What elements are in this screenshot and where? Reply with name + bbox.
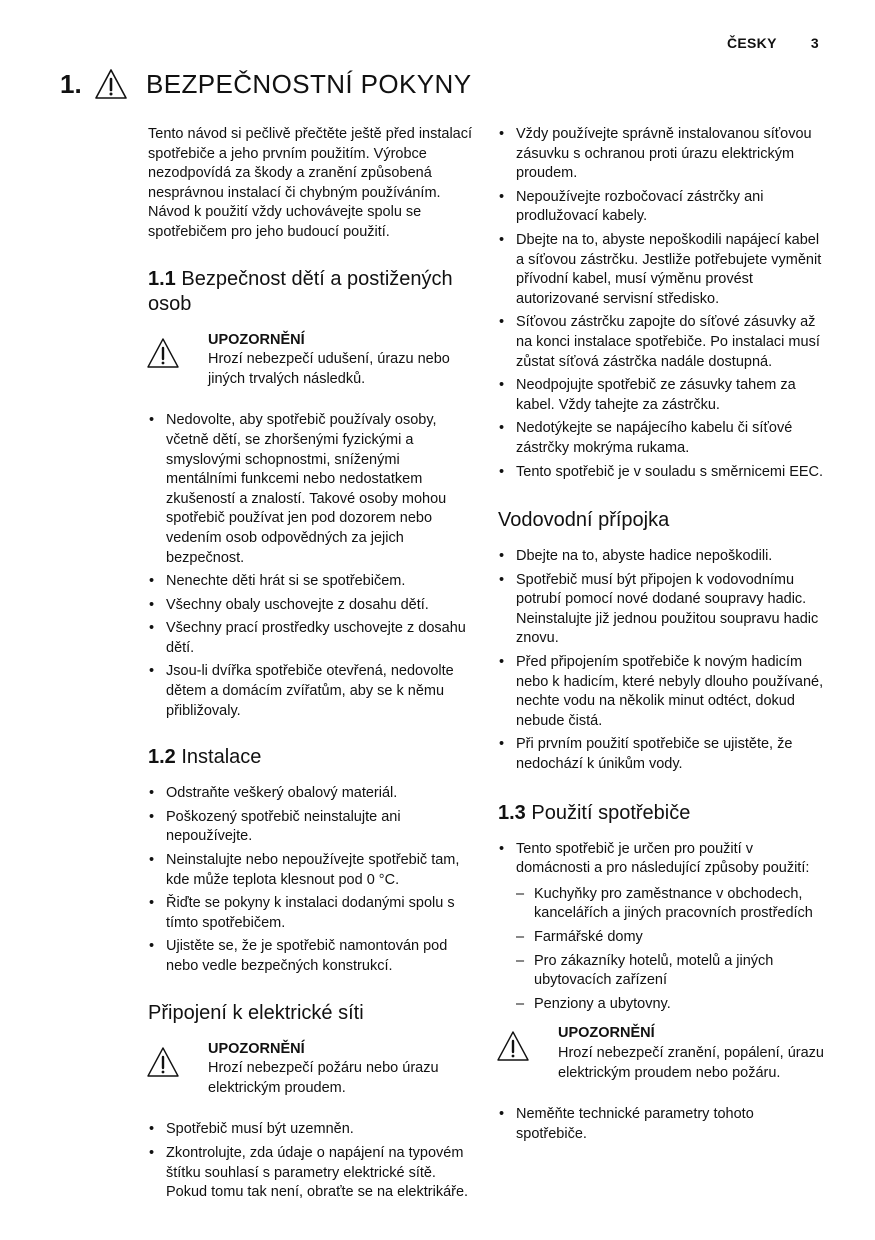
list-item: • Dbejte na to, abyste hadice nepoškodili.: [498, 547, 828, 567]
warning-block: [498, 1024, 828, 1083]
left-column: [148, 125, 473, 1207]
warning-text: Hrozí nebezpečí udušení, úrazu nebo jiných trvalých následků.: [208, 351, 450, 387]
warning-triangle-icon: [94, 68, 128, 100]
list-item: • Dbejte na to, abyste nepoškodili napájecí kabel a síťovou zástrčku. Jestliže potřebujete vyměnit přívodní kabel, musí výměnu provést autorizované servisní středisko.: [498, 231, 828, 309]
usage-final-list: [498, 1105, 828, 1144]
warning-triangle-icon: [146, 337, 180, 369]
section-number: 1.1: [148, 267, 176, 290]
section-1-3-heading: [498, 801, 828, 826]
usage-list: [498, 840, 828, 1015]
list-item: • Zkontrolujte, zda údaje o napájení na typovém štítku souhlasí s parametry elektrické sítě. Pokud tomu tak není, obraťte se na elektrikáře.: [148, 1144, 473, 1203]
list-item: • Všechny obaly uschovejte z dosahu dětí.: [148, 596, 473, 616]
warning-title: UPOZORNĚNÍ: [208, 331, 305, 348]
section-number: 1.2: [148, 746, 176, 769]
list-item: • Neodpojujte spotřebič ze zásuvky tahem za kabel. Vždy tahejte za zástrčku.: [498, 376, 828, 415]
installation-list: [148, 784, 473, 976]
electric-list-left: [148, 1120, 473, 1202]
list-item: • Jsou-li dvířka spotřebiče otevřená, nedovolte dětem a domácím zvířatům, aby se k němu přibližovaly.: [148, 662, 473, 721]
list-item: [498, 840, 828, 1015]
list-item: • Síťovou zástrčku zapojte do síťové zásuvky až na konci instalace spotřebiče. Po instalaci musí zůstat síťová zástrčka nadále dostupná.: [498, 313, 828, 372]
language-label: ČESKY: [726, 35, 777, 51]
chapter-title: BEZPEČNOSTNÍ POKYNY: [146, 68, 472, 99]
warning-block: [148, 331, 473, 390]
child-safety-list: [148, 411, 473, 721]
list-item: • Nepoužívejte rozbočovací zástrčky ani prodlužovací kabely.: [498, 188, 828, 227]
electric-list-right: [498, 125, 828, 482]
sublist-item: – Penziony a ubytovny.: [516, 995, 828, 1015]
water-heading: Vodovodní přípojka: [498, 509, 670, 532]
list-item: • Ujistěte se, že je spotřebič namontován pod nebo vedle bezpečných konstrukcí.: [148, 937, 473, 976]
sublist-item: – Kuchyňky pro zaměstnance v obchodech, kancelářích a jiných pracovních prostředích: [516, 885, 828, 924]
list-item: • Před připojením spotřebiče k novým hadicím nebo k hadicím, které nebyly dlouho používané, nechte vodu na několik minut odtéct, dokud nebude čistá.: [498, 653, 828, 731]
section-1-1-heading: [148, 267, 473, 317]
list-item: • Všechny prací prostředky uschovejte z dosahu dětí.: [148, 619, 473, 658]
warning-text: Hrozí nebezpečí zranění, popálení, úrazu elektrickým proudem nebo požáru.: [558, 1044, 824, 1081]
page-header: [727, 35, 819, 51]
usage-intro: Tento spotřebič je určen pro použití v domácnosti a pro následující způsoby použití:: [516, 840, 810, 877]
sublist-item: – Farmářské domy: [516, 928, 828, 948]
list-item: • Spotřebič musí být uzemněn.: [148, 1120, 473, 1140]
section-title: Instalace: [181, 746, 262, 769]
usage-sublist: [516, 885, 828, 1015]
warning-triangle-icon: [496, 1030, 530, 1062]
list-item: • Neinstalujte nebo nepoužívejte spotřebič tam, kde může teplota klesnout pod 0 °C.: [148, 851, 473, 890]
warning-triangle-icon: [146, 1046, 180, 1078]
list-item: • Při prvním použití spotřebiče se ujistěte, že nedochází k únikům vody.: [498, 735, 828, 774]
list-item: • Spotřebič musí být připojen k vodovodnímu potrubí pomocí nové dodané soupravy hadic. Neinstalujte již jednou použitou soupravu hadic znovu.: [498, 571, 828, 649]
section-title: Bezpečnost dětí a postižených osob: [148, 267, 453, 315]
warning-title: UPOZORNĚNÍ: [208, 1040, 305, 1057]
warning-title: UPOZORNĚNÍ: [558, 1025, 655, 1042]
list-item: • Nedovolte, aby spotřebič používaly osoby, včetně dětí, se zhoršenými fyzickými a smyslovými schopnostmi, sníženými mentálními funkcemi nebo nedostatkem zkušeností a znalostí. Takové osoby mohou spotřebič používat jen pod dozorem nebo vedením osob odpovědných za jejich bezpečnost.: [148, 411, 473, 568]
page-number: 3: [810, 35, 819, 51]
electric-heading: Připojení k elektrické síti: [148, 1001, 364, 1024]
chapter-heading: [60, 64, 471, 104]
list-item: • Vždy používejte správně instalovanou síťovou zásuvku s ochranou proti úrazu elektrickým proudem.: [498, 125, 828, 184]
section-1-2-heading: [148, 745, 473, 770]
list-item: • Nenechte děti hrát si se spotřebičem.: [148, 572, 473, 592]
list-item: • Tento spotřebič je v souladu s směrnicemi EEC.: [498, 463, 828, 483]
intro-paragraph: Tento návod si pečlivě přečtěte ještě před instalací spotřebiče a jeho prvním použitím. Výrobce nezodpovídá za škody a zranění způsobená nesprávnou instalací či chybným používáním. Návod k použití vždy uchovávejte spolu se spotřebičem pro jeho budoucí použití.: [148, 126, 473, 240]
chapter-number: 1.: [60, 68, 82, 99]
list-item: • Řiďte se pokyny k instalaci dodanými spolu s tímto spotřebičem.: [148, 894, 473, 933]
sublist-item: – Pro zákazníky hotelů, motelů a jiných ubytovacích zařízení: [516, 952, 828, 991]
warning-block: [148, 1040, 473, 1099]
warning-text: Hrozí nebezpečí požáru nebo úrazu elektrickým proudem.: [208, 1060, 439, 1096]
list-item: • Nedotýkejte se napájecího kabelu či síťové zástrčky mokrýma rukama.: [498, 419, 828, 458]
section-title: Použití spotřebiče: [531, 801, 691, 824]
list-item: • Neměňte technické parametry tohoto spotřebiče.: [498, 1105, 828, 1144]
section-number: 1.3: [498, 801, 526, 824]
water-list: [498, 547, 828, 775]
list-item: • Poškozený spotřebič neinstalujte ani nepoužívejte.: [148, 808, 473, 847]
right-column: [498, 125, 828, 1148]
list-item: • Odstraňte veškerý obalový materiál.: [148, 784, 473, 804]
